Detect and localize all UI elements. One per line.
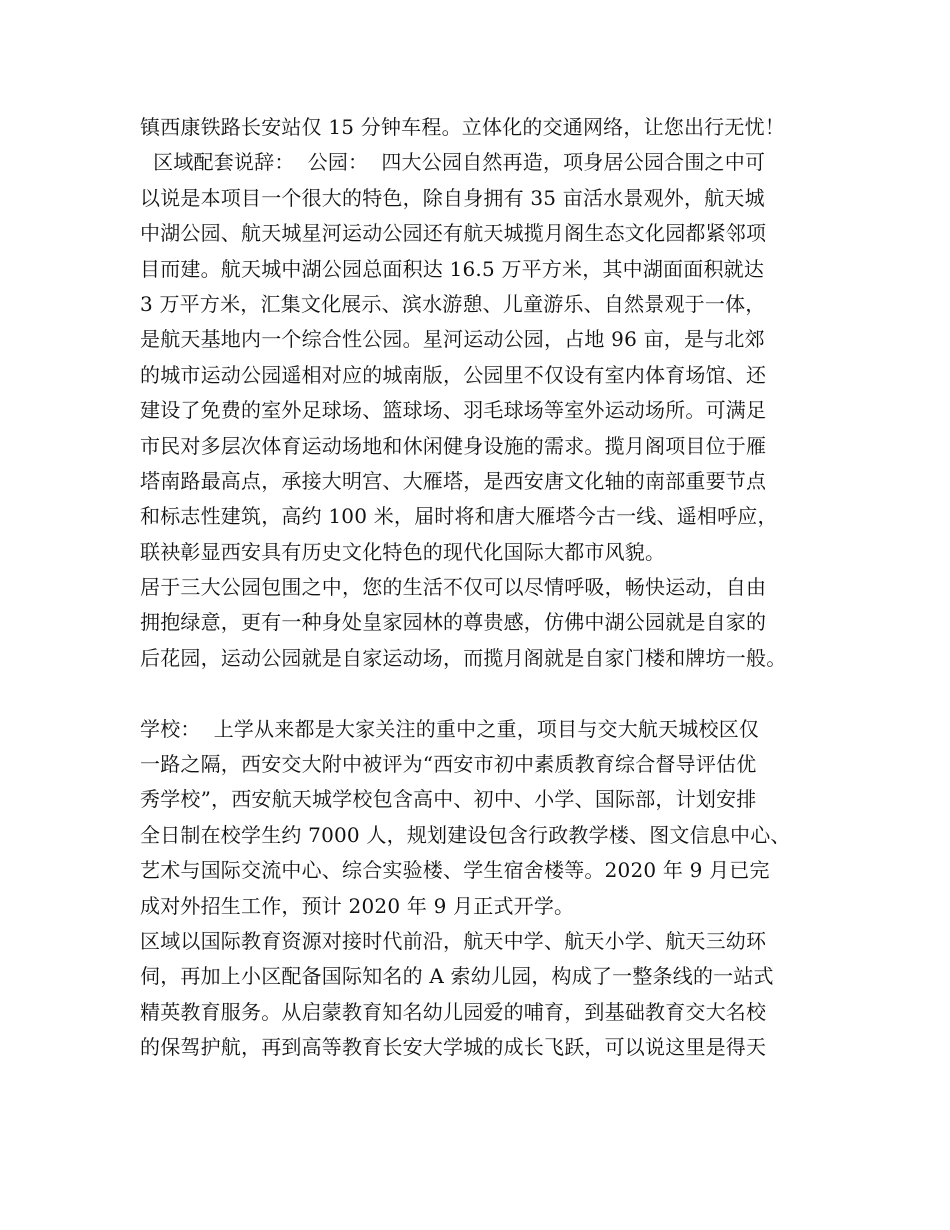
text-line-5: 目而建。航天城中湖公园总面积达 16.5 万平方米，其中湖面面积就达 [140, 256, 765, 281]
text-line-10: 市民对多层次体育运动场地和休闲健身设施的需求。揽月阁项目位于雁 [140, 433, 767, 458]
text-line-8: 的城市运动公园遥相对应的城南版，公园里不仅设有室内体育场馆、还 [140, 362, 767, 387]
text-line-13: 联袂彰显西安具有历史文化特色的现代化国际大都市风貌。 [140, 539, 666, 564]
text-line-11: 塔南路最高点，承接大明宫、大雁塔，是西安唐文化轴的南部重要节点 [140, 468, 767, 493]
text-line-4: 中湖公园、航天城星河运动公园还有航天城揽月阁生态文化园都紧邻项 [140, 221, 767, 246]
text-line-24: 区域以国际教育资源对接时代前沿，航天中学、航天小学、航天三幼环 [140, 928, 767, 953]
text-line-15: 拥抱绿意，更有一种身处皇家园林的尊贵感，仿佛中湖公园就是自家的 [140, 610, 767, 635]
document-body [140, 110, 840, 1066]
text-line-22: 艺术与国际交流中心、综合实验楼、学生宿舍楼等。2020 年 9 月已完 [140, 858, 770, 883]
text-line-9: 建设了免费的室外足球场、篮球场、羽毛球场等室外运动场所。可满足 [140, 398, 767, 423]
text-line-2: 区域配套说辞： 公园： 四大公园自然再造，项身居公园合围之中可 [140, 150, 766, 175]
text-line-12: 和标志性建筑，高约 100 米，届时将和唐大雁塔今古一线、遥相呼应， [140, 504, 778, 529]
text-line-25: 伺，再加上小区配备国际知名的 A 索幼儿园，构成了一整条线的一站式 [140, 964, 774, 989]
text-line-20: 秀学校”，西安航天城学校包含高中、初中、小学、国际部，计划安排 [140, 787, 757, 812]
text-line-19: 一路之隔，西安交大附中被评为“西安市初中素质教育综合督导评估优 [140, 752, 757, 777]
text-line-21: 全日制在校学生约 7000 人，规划建设包含行政教学楼、图文信息中心、 [140, 822, 791, 847]
text-line-1: 镇西康铁路长安站仅 15 分钟车程。立体化的交通网络，让您出行无忧！ [140, 115, 785, 139]
paragraph-gap [140, 676, 840, 711]
text-line-23: 成对外招生工作，预计 2020 年 9 月正式开学。 [140, 893, 575, 918]
text-line-26: 精英教育服务。从启蒙教育知名幼儿园爱的哺育，到基础教育交大名校 [140, 999, 767, 1024]
text-line-6: 3 万平方米，汇集文化展示、滨水游憩、儿童游乐、自然景观于一体， [140, 291, 766, 316]
text-line-7: 是航天基地内一个综合性公园。星河运动公园，占地 96 亩，是与北郊 [140, 327, 765, 352]
text-line-18: 学校： 上学从来都是大家关注的重中之重，项目与交大航天城校区仅 [140, 716, 760, 741]
text-line-14: 居于三大公园包围之中，您的生活不仅可以尽情呼吸，畅快运动，自由 [140, 575, 767, 600]
text-line-3: 以说是本项目一个很大的特色，除自身拥有 35 亩活水景观外，航天城 [140, 185, 765, 210]
text-line-27: 的保驾护航，再到高等教育长安大学城的成长飞跃，可以说这里是得天 [140, 1035, 767, 1060]
text-line-16: 后花园，运动公园就是自家运动场，而揽月阁就是自家门楼和牌坊一般。 [140, 645, 787, 670]
